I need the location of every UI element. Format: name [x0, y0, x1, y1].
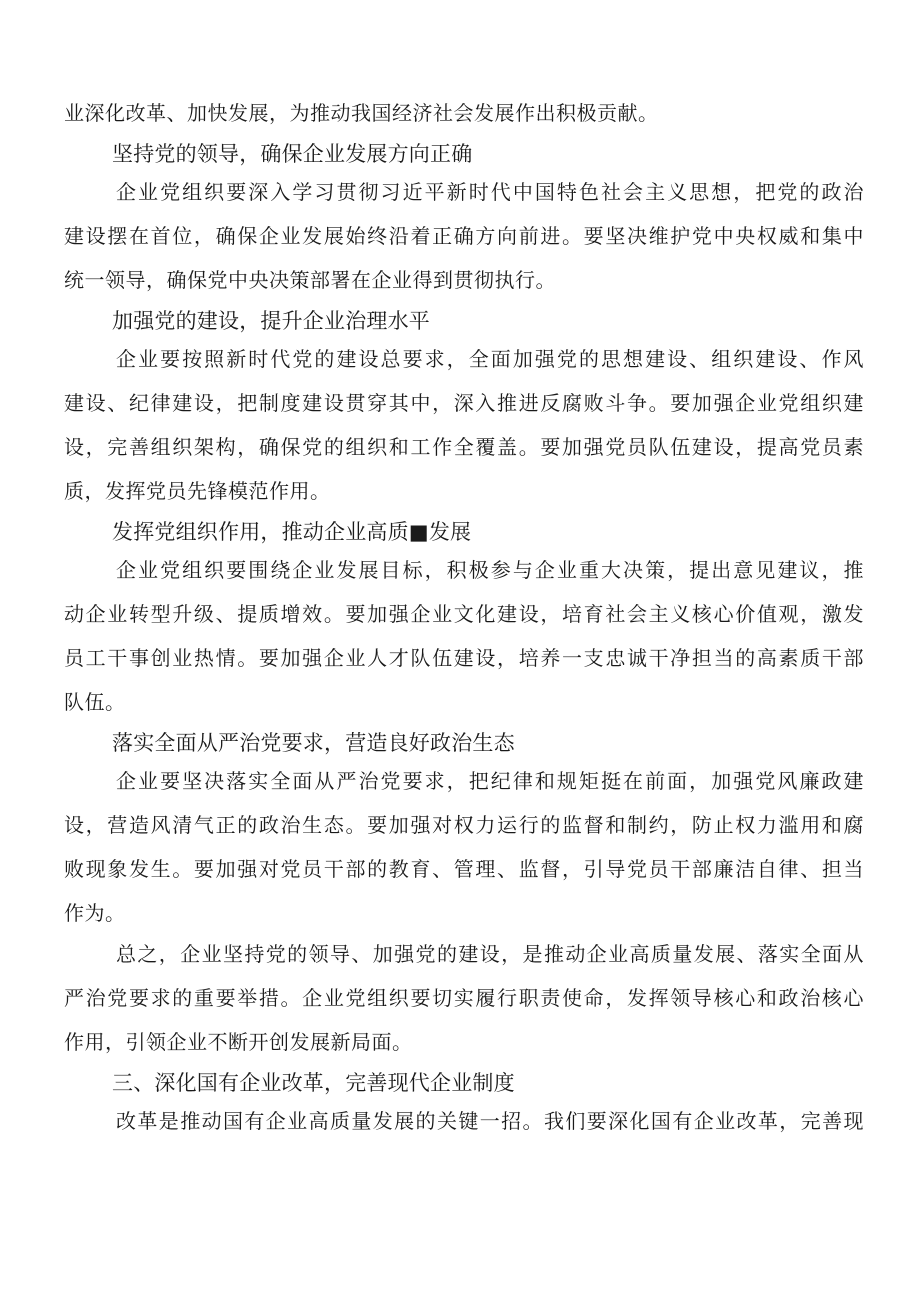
- paragraph-line: 严治党要求的重要举措。企业党组织要切实履行职责使命，发挥领导核心和政治核心: [64, 986, 864, 1010]
- section-heading-2: 加强党的建设，提升企业治理水平: [112, 309, 430, 333]
- summary-paragraph: [64, 939, 864, 1058]
- section-paragraph-2: [64, 344, 864, 507]
- part-three-paragraph: [64, 1106, 864, 1137]
- paragraph-line: 企业要按照新时代党的建设总要求，全面加强党的思想建设、组织建设、作风: [116, 347, 864, 371]
- paragraph-line: 企业党组织要围绕企业发展目标，积极参与企业重大决策，提出意见建议，推: [116, 558, 864, 582]
- paragraph-line: 设，完善组织架构，确保党的组织和工作全覆盖。要加强党员队伍建设，提高党员素: [64, 435, 864, 459]
- section-heading-4: 落实全面从严治党要求，营造良好政治生态: [112, 731, 515, 755]
- section-paragraph-4: [64, 766, 864, 929]
- paragraph-line: 企业要坚决落实全面从严治党要求，把纪律和规矩挺在前面，加强党风廉政建: [116, 769, 864, 793]
- paragraph-line: 作为。: [64, 901, 126, 925]
- paragraph-line: 建设摆在首位，确保企业发展始终沿着正确方向前进。要坚决维护党中央权威和集中: [64, 224, 864, 248]
- paragraph-line: 败现象发生。要加强对党员干部的教育、管理、监督，引导党员干部廉洁自律、担当: [64, 857, 864, 881]
- section-heading-3: 发挥党组织作用，推动企业高质■发展: [112, 520, 472, 544]
- section-paragraph-3: [64, 555, 864, 718]
- paragraph-line: 企业党组织要深入学习贯彻习近平新时代中国特色社会主义思想，把党的政治: [116, 180, 864, 204]
- paragraph-line: 统一领导，确保党中央决策部署在企业得到贯彻执行。: [64, 268, 556, 292]
- paragraph-line: 员工干事创业热情。要加强企业人才队伍建设，培养一支忠诚干净担当的高素质干部: [64, 646, 864, 670]
- section-paragraph-1: [64, 177, 864, 296]
- paragraph-line: 总之，企业坚持党的领导、加强党的建设，是推动企业高质量发展、落实全面从: [116, 942, 864, 966]
- paragraph-line: 作用，引领企业不断开创发展新局面。: [64, 1030, 413, 1054]
- paragraph-line: 质，发挥党员先锋模范作用。: [64, 479, 331, 503]
- part-three-heading: 三、深化国有企业改革，完善现代企业制度: [112, 1071, 515, 1095]
- intro-line: 业深化改革、加快发展，为推动我国经济社会发展作出积极贡献。: [64, 101, 659, 125]
- paragraph-line: 建设、纪律建设，把制度建设贯穿其中，深入推进反腐败斗争。要加强企业党组织建: [64, 391, 864, 415]
- paragraph-line: 改革是推动国有企业高质量发展的关键一招。我们要深化国有企业改革，完善现: [116, 1109, 864, 1133]
- paragraph-line: 队伍。: [64, 690, 126, 714]
- paragraph-line: 动企业转型升级、提质增效。要加强企业文化建设，培育社会主义核心价值观，激发: [64, 602, 864, 626]
- section-heading-1: 坚持党的领导，确保企业发展方向正确: [112, 142, 473, 166]
- paragraph-line: 设，营造风清气正的政治生态。要加强对权力运行的监督和制约，防止权力滥用和腐: [64, 813, 864, 837]
